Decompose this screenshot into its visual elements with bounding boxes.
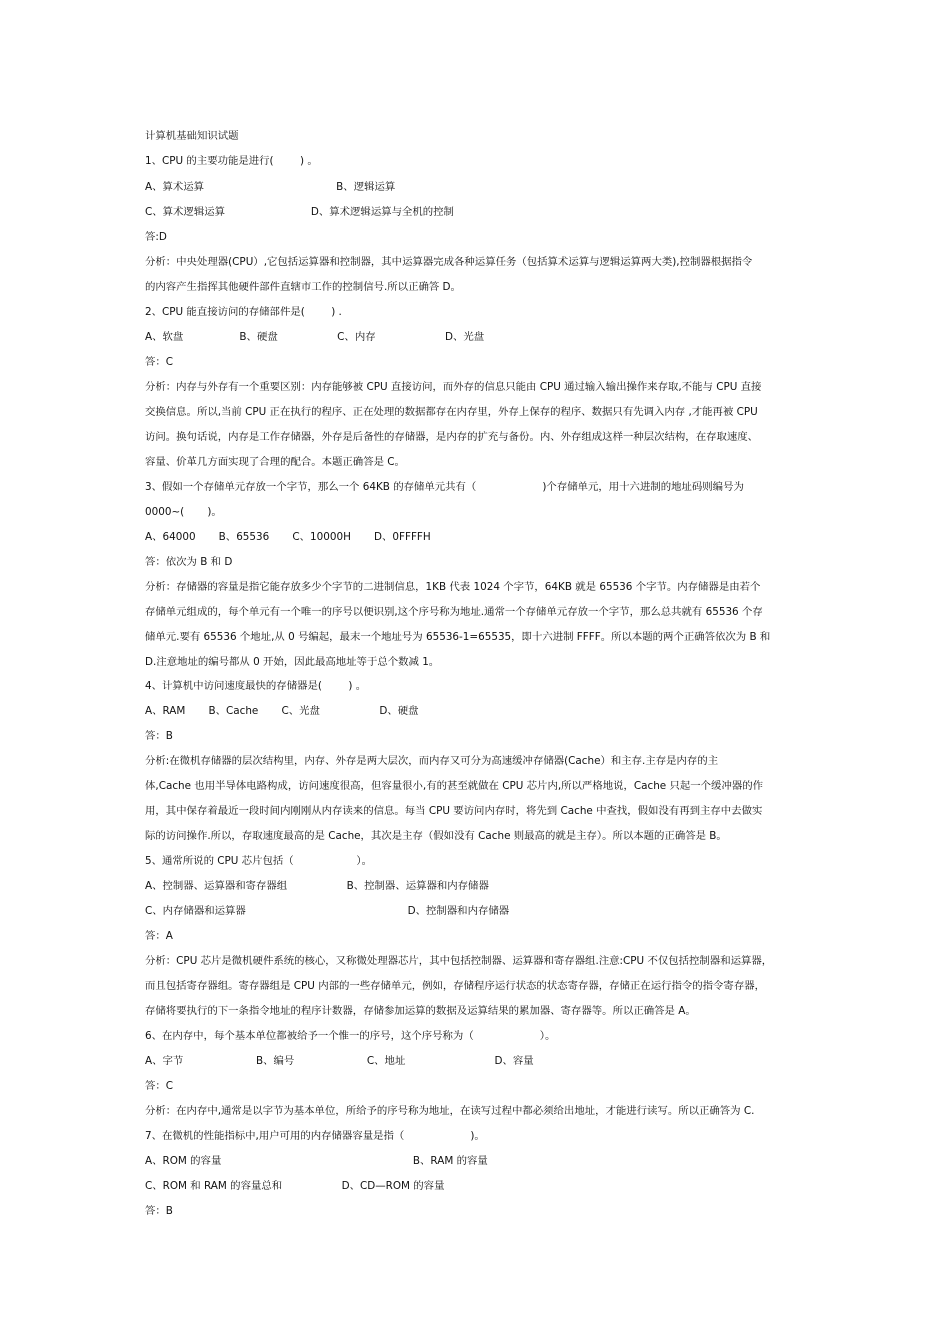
- text-line: 交换信息。所以,当前 CPU 正在执行的程序、正在处理的数据都存在内存里，外存上保存的程序、数据只有先调入内存 ,才能再被 CPU: [145, 406, 758, 418]
- text-line: C、算术逻辑运算 D、算术逻辑运算与全机的控制: [145, 206, 454, 218]
- text-line: C、内存储器和运算器 D、控制器和内存储器: [145, 905, 510, 917]
- text-line: 分析:在微机存储器的层次结构里，内存、外存是两大层次，而内存又可分为高速缓冲存储器(Cache）和主存.主存是内存的主: [145, 755, 719, 767]
- text-line: 用，其中保存着最近一段时间内刚刚从内存读来的信息。每当 CPU 要访问内存时，将先到 Cache 中查找，假如没有再到主存中去做实: [145, 805, 763, 817]
- document-title: 计算机基础知识试题: [145, 130, 239, 142]
- text-line: 4、计算机中访问速度最快的存储器是( ) 。: [145, 680, 367, 692]
- text-line: 答:D: [145, 231, 167, 243]
- text-line: A、RAM B、Cache C、光盘 D、硬盘: [145, 705, 419, 717]
- text-line: A、控制器、运算器和寄存器组 B、控制器、运算器和内存储器: [145, 880, 489, 892]
- text-line: 分析：在内存中,通常是以字节为基本单位，所给予的序号称为地址，在读写过程中都必须给出地址，才能进行读写。所以正确答为 C.: [145, 1105, 755, 1117]
- text-line: 答：B: [145, 730, 173, 742]
- text-line: 分析：中央处理器(CPU）,它包括运算器和控制器，其中运算器完成各种运算任务（包括算术运算与逻辑运算两大类),控制器根据指令: [145, 256, 753, 268]
- text-line: A、64000 B、65536 C、10000H D、0FFFFH: [145, 531, 431, 543]
- text-line: 访问。换句话说，内存是工作存储器，外存是后备性的存储器，是内存的扩充与备份。内、外存组成这样一种层次结构，在存取速度、: [145, 431, 759, 443]
- text-line: C、ROM 和 RAM 的容量总和 D、CD—ROM 的容量: [145, 1180, 445, 1192]
- text-line: 0000~( )。: [145, 506, 222, 518]
- text-line: 6、在内存中，每个基本单位都被给予一个惟一的序号，这个序号称为（ ）。: [145, 1030, 556, 1042]
- text-line: 答：B: [145, 1205, 173, 1217]
- text-line: D.注意地址的编号都从 0 开始，因此最高地址等于总个数减 1。: [145, 656, 440, 668]
- text-line: 体,Cache 也用半导体电路构成，访问速度很高，但容量很小,有的甚至就做在 CPU 芯片内,所以严格地说，Cache 只起一个缓冲器的作: [145, 780, 764, 792]
- text-line: 5、通常所说的 CPU 芯片包括（ ）。: [145, 855, 372, 867]
- text-line: 分析：CPU 芯片是微机硬件系统的核心，又称微处理器芯片，其中包括控制器、运算器和寄存器组.注意:CPU 不仅包括控制器和运算器，: [145, 955, 773, 967]
- text-line: 3、假如一个存储单元存放一个字节，那么一个 64KB 的存储单元共有（ )个存储单元，用十六进制的地址码则编号为: [145, 481, 744, 493]
- text-line: A、算术运算 B、逻辑运算: [145, 181, 396, 193]
- text-line: 2、CPU 能直接访问的存储部件是( ) .: [145, 306, 342, 318]
- text-line: 答：A: [145, 930, 173, 942]
- text-line: 际的访问操作.所以，存取速度最高的是 Cache，其次是主存（假如没有 Cache 则最高的就是主存）。所以本题的正确答是 B。: [145, 830, 727, 842]
- text-line: 存储单元组成的，每个单元有一个唯一的序号以便识别,这个序号称为地址.通常一个存储单元存放一个字节，那么总共就有 65536 个存: [145, 606, 763, 618]
- text-line: 答：依次为 B 和 D: [145, 556, 233, 568]
- text-line: 而且包括寄存器组。寄存器组是 CPU 内部的一些存储单元，例如，存储程序运行状态的状态寄存器，存储正在运行指令的指令寄存器，: [145, 980, 765, 992]
- text-line: A、ROM 的容量 B、RAM 的容量: [145, 1155, 488, 1167]
- text-line: 容量、价革几方面实现了合理的配合。本题正确答是 C。: [145, 456, 405, 468]
- text-line: 分析：内存与外存有一个重要区别：内存能够被 CPU 直接访问，而外存的信息只能由 CPU 通过输入输出操作来存取,不能与 CPU 直接: [145, 381, 762, 393]
- text-line: 答：C: [145, 1080, 174, 1092]
- text-line: 的内容产生指挥其他硬件部件直辖市工作的控制信号.所以正确答 D。: [145, 281, 461, 293]
- text-line: 7、在微机的性能指标中,用户可用的内存储器容量是指（ )。: [145, 1130, 485, 1142]
- text-line: 储单元.要有 65536 个地址,从 0 号编起，最末一个地址号为 65536-1=65535，即十六进制 FFFF。所以本题的两个正确答依次为 B 和: [145, 631, 771, 643]
- text-line: A、软盘 B、硬盘 C、内存 D、光盘: [145, 331, 485, 343]
- text-line: 分析：存储器的容量是指它能存放多少个字节的二进制信息，1KB 代表 1024 个字节，64KB 就是 65536 个字节。内存储器是由若个: [145, 581, 761, 593]
- text-line: 1、CPU 的主要功能是进行( ) 。: [145, 155, 318, 167]
- text-line: A、字节 B、编号 C、地址 D、容量: [145, 1055, 534, 1067]
- text-line: 存储将要执行的下一条指令地址的程序计数器，存储参加运算的数据及运算结果的累加器、寄存器等。所以正确答是 A。: [145, 1005, 696, 1017]
- text-line: 答：C: [145, 356, 174, 368]
